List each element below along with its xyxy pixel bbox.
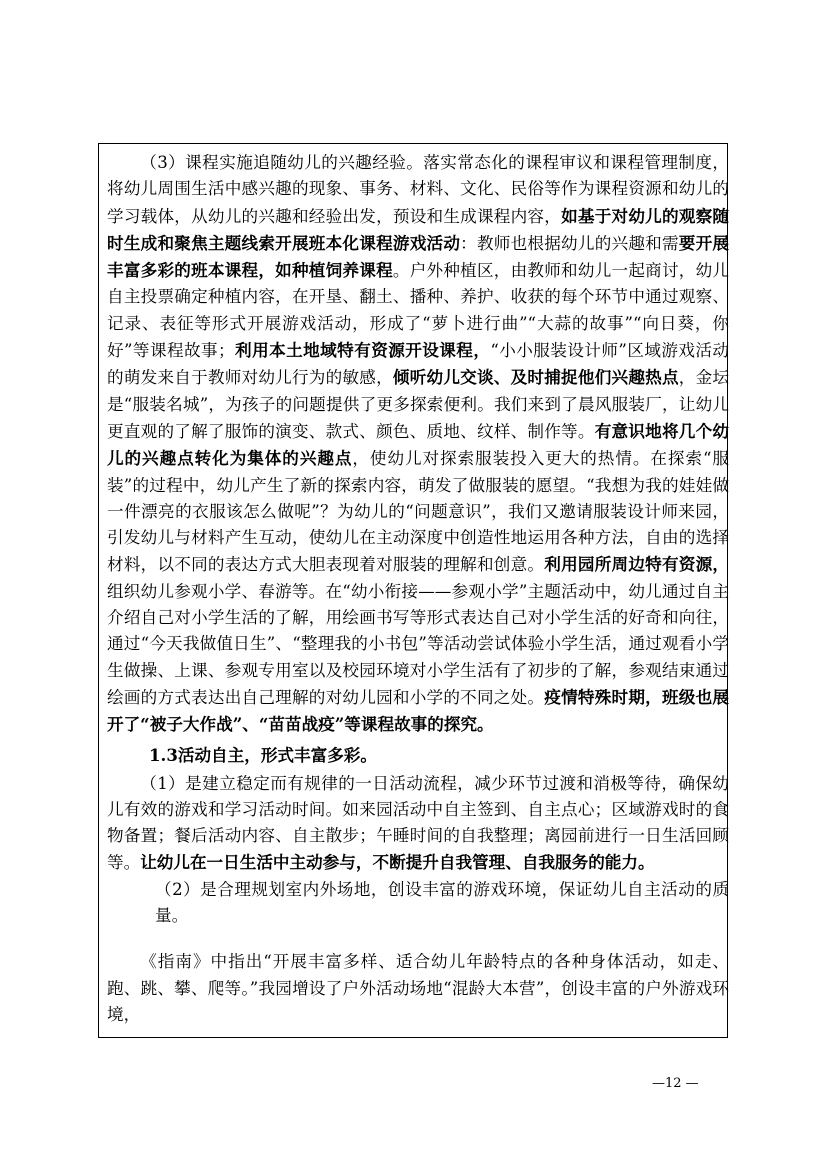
paragraph-guide: 《指南》中指出“开展丰富多样、适合幼儿年龄特点的各种身体活动，如走、跑、跳、攀、爬等。”我园增设了户外活动场地“混龄大本营”，创设丰富的户外游戏环境， — [107, 952, 729, 1024]
text-run: ，使幼儿对探索服装投入更大的热情。在探索“服装”的过程中，幼儿产生了新的探索内容，萌发了做服装的愿望。“我想为我的娃娃做一件漂亮的衣服该怎么做呢”？为幼儿的“问题意识”，我们又邀请服装设计师来园，引发幼儿与材料产生互动，使幼儿在主动深度中创造性地运用各种方法，自由的选择材料，以不同的表达方式大胆表现着对服装的理解和创意。 — [107, 449, 729, 575]
bold-text-run: 利用本土地域特有资源开设课程， — [234, 340, 491, 361]
paragraph-curriculum — [107, 150, 729, 739]
text-run: 组织幼儿参观小学、春游等。在“幼小衔接——参观小学”主题活动中，幼儿通过自主介绍自己对小学生活的了解，用绘画书写等形式表达自己对小学生活的好奇和向往，通过“今天我做值日生”、“整理我的小书包”等活动尝试体验小学生活，通过观看小学生做操、上课、参观专用室以及校园环境对小学生活有了初步的了解，参观结束通过绘画的方式表达出自己理解的对幼儿园和小学的不同之处。 — [107, 581, 729, 707]
bold-text-run: 利用园所周边特有资源， — [544, 554, 730, 575]
text-run: ，金坛是“服装名城”，为孩子的问题提供了更多探索便利。我们来到了晨风服装厂，让幼儿更直观的了解了服饰的演变、款式、颜色、质地、纹样、制作等。 — [107, 368, 730, 441]
text-run: 。户外种植区，由教师和幼儿一起商讨，幼儿自主投票确定种植内容，在开垦、翻土、播种、养护、收获的每个环节中通过观察、记录、表征等形式开展游戏活动，形成了“萝卜进行曲”“大蒜的故事”“向日葵，你好”等课程故事； — [107, 261, 730, 361]
bold-text-run: 要开展丰富多彩的班本课程，如种植饲养课程 — [107, 232, 730, 281]
bold-text-run: 倾听幼儿交谈、及时捕捉他们兴趣热点 — [392, 367, 679, 388]
paragraph-daily-routine — [107, 771, 729, 877]
text-run: “小小服装设计师”区域游戏活动的萌发来自于教师对幼儿行为的敏感， — [107, 341, 730, 388]
bold-text-run: 疫情特殊时期，班级也展开了“被子大作战”、“苗苗战疫”等课程故事的探究。 — [107, 686, 730, 735]
page-number: —12 — — [652, 1076, 699, 1091]
text-run: （1）是建立稳定而有规律的一日活动流程，减少环节过渡和消极等待，确保幼儿有效的游戏和学习活动时间。如来园活动中自主签到、自主点心；区域游戏时的食物备置；餐后活动内容、自主散步；午睡时间的自我整理；离园前进行一日生活回顾等。 — [107, 773, 729, 873]
paragraph-environment: （2）是合理规划室内外场地，创设丰富的游戏环境，保证幼儿自主活动的质量。 — [155, 879, 729, 926]
text-run: （3）课程实施追随幼儿的兴趣经验。落实常态化的课程审议和课程管理制度，将幼儿周围生活中感兴趣的现象、事务、材料、文化、民俗等作为课程资源和幼儿的学习载体，从幼儿的兴趣和经验出发，预设和生成课程内容， — [107, 153, 729, 226]
document-body — [107, 150, 729, 1028]
section-heading: 1.3活动自主，形式丰富多彩。 — [149, 744, 377, 765]
text-run: ：教师也根据幼儿的兴趣和需 — [460, 233, 679, 253]
bold-text-run: 让幼儿在一日生活中主动参与，不断提升自我管理、自我服务的能力。 — [140, 852, 655, 873]
spacer — [107, 929, 729, 949]
bold-text-run: 有意识地将几个幼儿的兴趣点转化为集体的兴趣点 — [107, 420, 729, 469]
bold-text-run: 如基于对幼儿的观察随时生成和聚焦主题线索开展班本化课程游戏活动 — [107, 205, 730, 253]
